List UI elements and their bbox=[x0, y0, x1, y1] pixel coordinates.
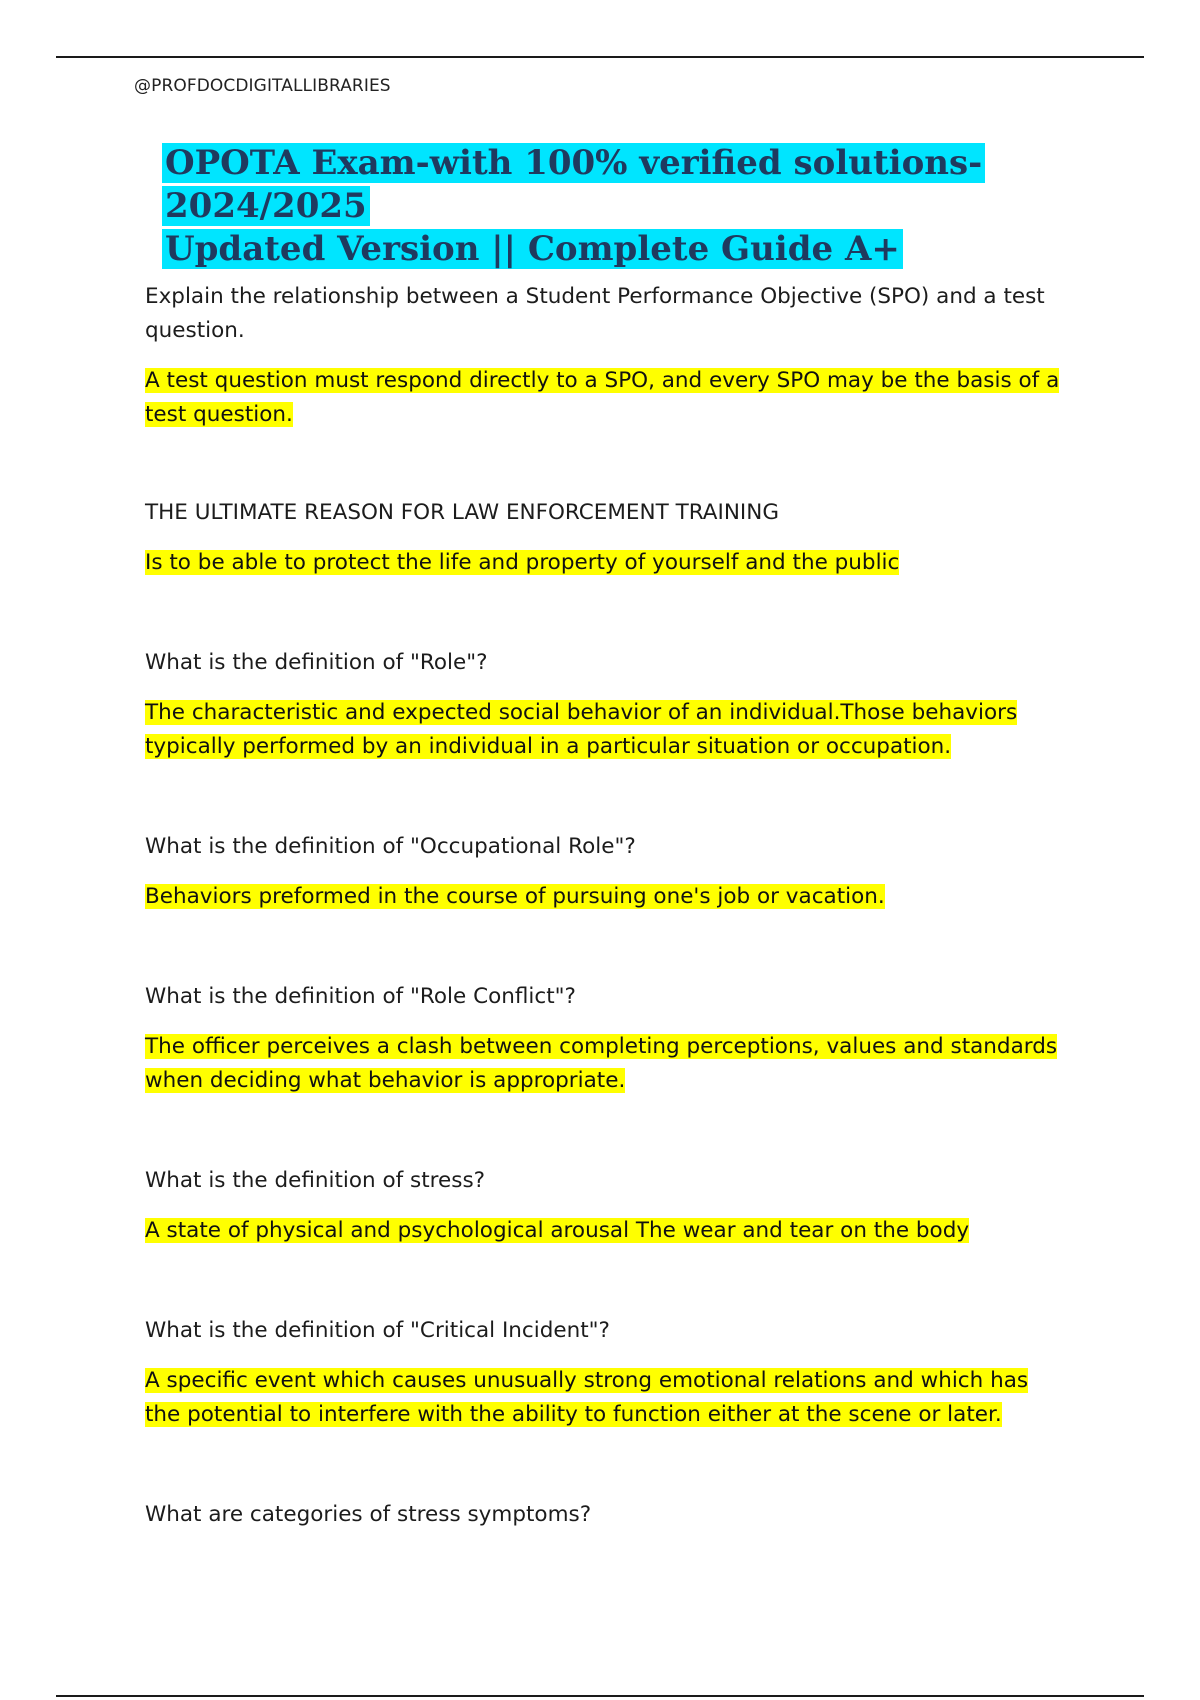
question-text: What is the definition of "Critical Incident"? bbox=[145, 1318, 610, 1343]
qa-list bbox=[145, 280, 1065, 1532]
answer-highlight: A test question must respond directly to a SPO, and every SPO may be the basis of a test question. bbox=[145, 368, 1060, 427]
answer-text bbox=[145, 1030, 1065, 1098]
answer-highlight: The characteristic and expected social behavior of an individual.Those behaviors typically performed by an individual in a particular situation or occupation. bbox=[145, 700, 1018, 759]
qa-item bbox=[145, 1164, 1065, 1248]
qa-item bbox=[145, 646, 1065, 764]
top-divider bbox=[56, 56, 1144, 58]
answer-highlight: Behaviors preformed in the course of pursuing one's job or vacation. bbox=[145, 884, 885, 909]
question-text: What is the definition of "Role"? bbox=[145, 650, 488, 675]
question-text: THE ULTIMATE REASON FOR LAW ENFORCEMENT TRAINING bbox=[145, 500, 779, 525]
qa-item bbox=[145, 830, 1065, 914]
title-line-1: OPOTA Exam-with 100% verified solutions-2024/2025 bbox=[162, 143, 985, 226]
question-text: What is the definition of stress? bbox=[145, 1168, 486, 1193]
question-text: What is the definition of "Occupational Role"? bbox=[145, 834, 636, 859]
qa-item bbox=[145, 496, 1065, 580]
answer-text bbox=[145, 364, 1065, 432]
bottom-divider bbox=[56, 1695, 1144, 1697]
question-text: What is the definition of "Role Conflict"? bbox=[145, 984, 576, 1009]
answer-highlight: Is to be able to protect the life and property of yourself and the public bbox=[145, 550, 900, 575]
question-text: Explain the relationship between a Student Performance Objective (SPO) and a test question. bbox=[145, 284, 1045, 343]
qa-item bbox=[145, 280, 1065, 432]
answer-text bbox=[145, 1364, 1065, 1432]
answer-highlight: The officer perceives a clash between completing perceptions, values and standards when deciding what behavior is appropriate. bbox=[145, 1034, 1058, 1093]
qa-item bbox=[145, 980, 1065, 1098]
answer-highlight: A specific event which causes unusually strong emotional relations and which has the potential to interfere with the ability to function either at the scene or later. bbox=[145, 1368, 1029, 1427]
document-title bbox=[162, 142, 1062, 271]
header-tag: @PROFDOCDIGITALLIBRARIES bbox=[134, 76, 391, 96]
answer-text bbox=[145, 696, 1065, 764]
answer-text bbox=[145, 880, 1065, 914]
qa-item bbox=[145, 1314, 1065, 1432]
answer-text bbox=[145, 546, 1065, 580]
answer-text bbox=[145, 1214, 1065, 1248]
title-line-2: Updated Version || Complete Guide A+ bbox=[162, 229, 903, 269]
answer-highlight: A state of physical and psychological arousal The wear and tear on the body bbox=[145, 1218, 970, 1243]
qa-item bbox=[145, 1498, 1065, 1532]
question-text: What are categories of stress symptoms? bbox=[145, 1502, 592, 1527]
